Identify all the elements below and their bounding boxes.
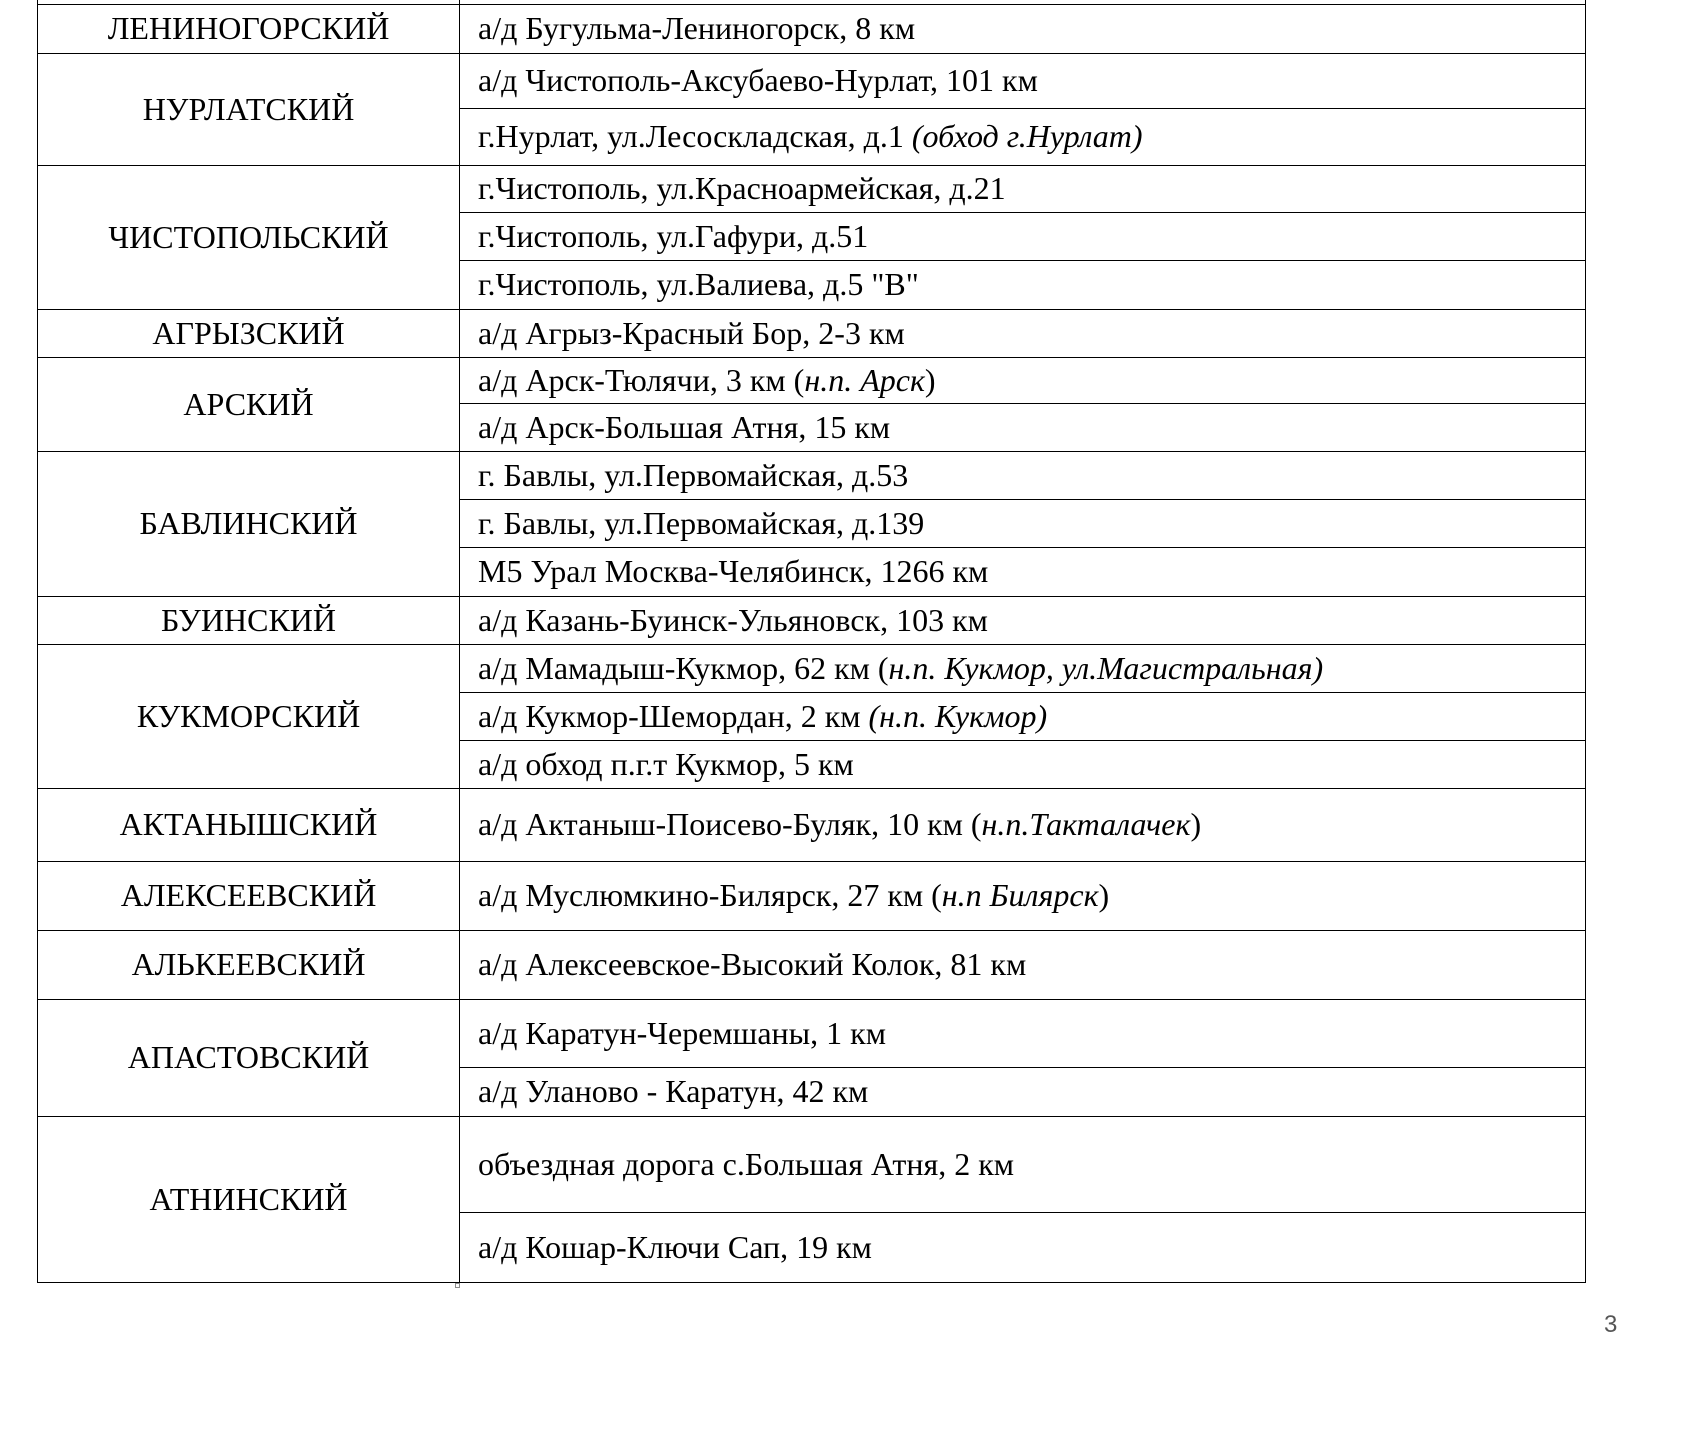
- address-text: а/д Муслюмкино-Билярск, 27 км (: [478, 877, 942, 914]
- address-cell: [460, 1213, 1586, 1283]
- district-cell: ЧИСТОПОЛЬСКИЙ: [38, 166, 460, 310]
- address-cell: [460, 741, 1586, 789]
- address-cell: [460, 166, 1586, 213]
- address-note: (н.п. Кукмор): [868, 697, 1048, 734]
- address-text: а/д Бугульма-Лениногорск, 8 км: [478, 10, 916, 47]
- address-note: н.п. Кукмор, ул.Магистральная): [888, 649, 1324, 686]
- district-cell: АГРЫЗСКИЙ: [38, 310, 460, 358]
- address-text: г. Бавлы, ул.Первомайская, д.139: [478, 504, 925, 541]
- address-text: а/д обход п.г.т Кукмор, 5 км: [478, 745, 854, 782]
- address-cell: [460, 789, 1586, 862]
- address-text: а/д Арск-Тюлячи, 3 км (: [478, 361, 805, 398]
- district-cell: НУРЛАТСКИЙ: [38, 54, 460, 166]
- address-cell: [460, 500, 1586, 548]
- address-cell: [460, 54, 1586, 109]
- table-row: [38, 862, 1586, 931]
- address-suffix: ): [924, 361, 936, 398]
- address-text: г.Нурлат, ул.Лесоскладская, д.1: [478, 118, 912, 155]
- district-cell: АЛЕКСЕЕВСКИЙ: [38, 862, 460, 931]
- address-text: а/д Актаныш-Поисево-Буляк, 10 км (: [478, 806, 982, 843]
- address-note: н.п. Арск: [804, 361, 925, 398]
- address-cell: [460, 5, 1586, 54]
- address-text: г.Чистополь, ул.Гафури, д.51: [478, 217, 869, 254]
- address-cell: [460, 310, 1586, 358]
- address-cell: [460, 1000, 1586, 1068]
- address-suffix: ): [1190, 806, 1202, 843]
- address-cell: [460, 452, 1586, 500]
- address-suffix: ): [1098, 877, 1110, 914]
- address-cell: [460, 1117, 1586, 1213]
- address-note: н.п.Такталачек: [981, 806, 1191, 843]
- districts-table: [37, 0, 1586, 1283]
- address-text: а/д Чистополь-Аксубаево-Нурлат, 101 км: [478, 62, 1038, 99]
- address-cell: [460, 213, 1586, 261]
- table-row: [38, 931, 1586, 1000]
- table-row: [38, 597, 1586, 645]
- table-anchor-marker: [455, 1283, 460, 1288]
- table-row: [38, 1117, 1586, 1213]
- address-text: а/д Мамадыш-Кукмор, 62 км (: [478, 649, 889, 686]
- table-row: [38, 5, 1586, 54]
- district-cell: БАВЛИНСКИЙ: [38, 452, 460, 597]
- table-row: [38, 358, 1586, 404]
- address-cell: [460, 1068, 1586, 1117]
- district-cell: АТНИНСКИЙ: [38, 1117, 460, 1283]
- address-cell: [460, 645, 1586, 693]
- address-text: г. Бавлы, ул.Первомайская, д.53: [478, 456, 909, 493]
- address-text: а/д Алексеевское-Высокий Колок, 81 км: [478, 946, 1027, 983]
- district-cell: БУИНСКИЙ: [38, 597, 460, 645]
- district-cell: ЛЕНИНОГОРСКИЙ: [38, 5, 460, 54]
- table-row: [38, 54, 1586, 109]
- address-text: М5 Урал Москва-Челябинск, 1266 км: [478, 553, 989, 590]
- address-cell: [460, 693, 1586, 741]
- address-text: а/д Каратун-Черемшаны, 1 км: [478, 1014, 886, 1051]
- address-cell: [460, 358, 1586, 404]
- address-cell: [460, 862, 1586, 931]
- address-text: а/д Арск-Большая Атня, 15 км: [478, 408, 891, 445]
- district-cell: АРСКИЙ: [38, 358, 460, 452]
- table-row: [38, 789, 1586, 862]
- district-cell: АПАСТОВСКИЙ: [38, 1000, 460, 1117]
- address-note: (обход г.Нурлат): [911, 118, 1143, 155]
- address-text: а/д Кошар-Ключи Сап, 19 км: [478, 1228, 872, 1265]
- address-text: а/д Кукмор-Шемордан, 2 км: [478, 697, 869, 734]
- address-text: г.Чистополь, ул.Валиева, д.5 "В": [478, 266, 919, 303]
- table-row: [38, 310, 1586, 358]
- address-note: н.п Билярск: [941, 877, 1099, 914]
- address-text: а/д Агрыз-Красный Бор, 2-3 км: [478, 314, 905, 351]
- table-row: [38, 166, 1586, 213]
- table-row: [38, 1000, 1586, 1068]
- address-text: объездная дорога с.Большая Атня, 2 км: [478, 1145, 1015, 1182]
- address-cell: [460, 109, 1586, 166]
- address-text: а/д Казань-Буинск-Ульяновск, 103 км: [478, 601, 988, 638]
- table-body: [38, 0, 1586, 1283]
- address-cell: [460, 404, 1586, 452]
- district-cell: АКТАНЫШСКИЙ: [38, 789, 460, 862]
- address-cell: [460, 261, 1586, 310]
- address-cell: [460, 597, 1586, 645]
- address-text: г.Чистополь, ул.Красноармейская, д.21: [478, 170, 1006, 207]
- district-cell: АЛЬКЕЕВСКИЙ: [38, 931, 460, 1000]
- table-row: [38, 452, 1586, 500]
- district-cell: КУКМОРСКИЙ: [38, 645, 460, 789]
- table-row: [38, 645, 1586, 693]
- address-cell: [460, 548, 1586, 597]
- address-cell: [460, 931, 1586, 1000]
- page-number: 3: [1604, 1311, 1618, 1338]
- address-text: а/д Уланово - Каратун, 42 км: [478, 1073, 869, 1110]
